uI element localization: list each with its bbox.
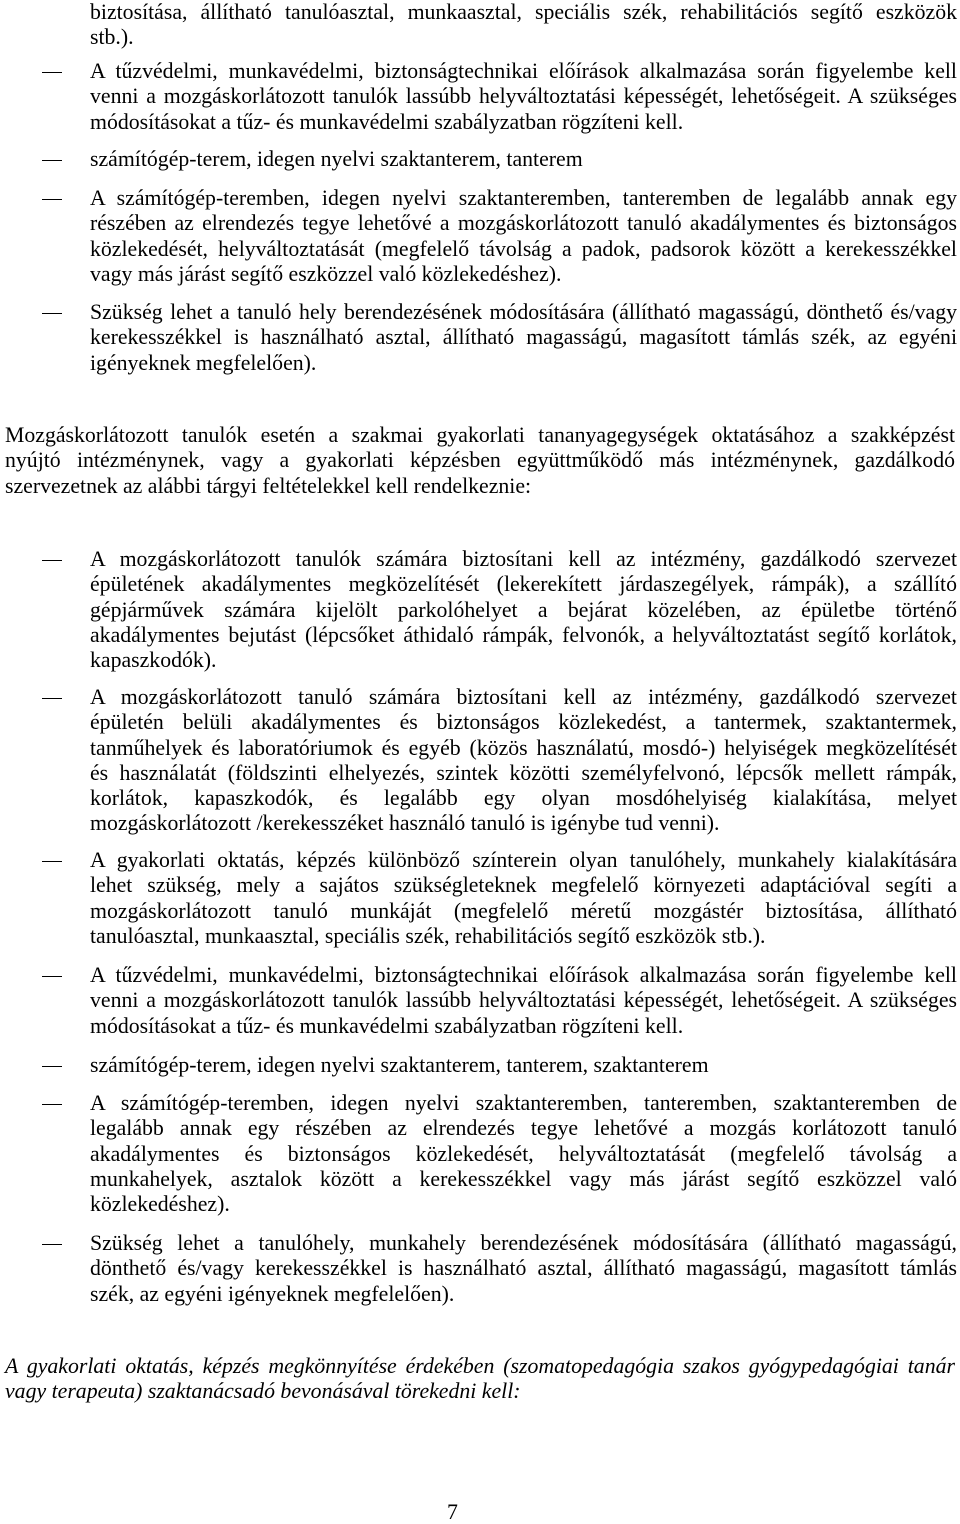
text-line: közlekedéshez). [90, 1192, 230, 1217]
text-line: igényeknek megfelelően). [90, 350, 317, 375]
text-line: kerekesszékkel is használható asztal, állítható magasságú, magasított támlás szék, az egyéni [90, 325, 957, 350]
dash-bullet-icon [42, 72, 62, 73]
text-line: szervezetnek az alábbi tárgyi feltételekkel kell rendelkeznie: [5, 473, 532, 498]
text-line: venni a mozgáskorlátozott tanulók lassúbb helyváltoztatási képességét, lehetőségeit. A szükséges [90, 988, 957, 1013]
text-line: módosításokat a tűz- és munkavédelmi szabályzatban rögzíteni kell. [90, 1013, 684, 1038]
text-line: Szükség lehet a tanulóhely, munkahely berendezésének módosítására (állítható magasságú, [90, 1231, 957, 1255]
dash-bullet-icon [42, 313, 62, 314]
text-line: biztosítása, állítható tanulóasztal, munkaasztal, speciális szék, rehabilitációs segítő eszközök [90, 0, 957, 24]
text-line: A gyakorlati oktatás, képzés különböző színterein olyan tanulóhely, munkahely kialakítására [90, 848, 957, 872]
text-line: munkahelyek, asztalok között a kerekesszékkel vagy más járást segítő eszközzel való [90, 1166, 957, 1191]
text-line: vagy más járást segítő eszközzel való közlekedéshez). [90, 261, 562, 286]
text-line: módosításokat a tűz- és munkavédelmi szabályzatban rögzíteni kell. [90, 109, 684, 134]
text-line: épületén belüli akadálymentes és biztonságos közlekedést, a tantermek, szaktantermek, [90, 710, 957, 735]
list-item [90, 963, 957, 1039]
text-line: Szükség lehet a tanuló hely berendezésének módosítására (állítható magasságú, dönthető és/vagy [90, 300, 957, 324]
text-line: akadálymentes és biztonságos közlekedését, helyváltoztatását (megfelelő távolság a [90, 1141, 957, 1166]
list-item [90, 1091, 957, 1217]
text-line: kapaszkodók). [90, 648, 217, 673]
dash-bullet-icon [42, 199, 62, 200]
list-item [90, 186, 957, 287]
list-item [90, 685, 957, 837]
text-line: korlátok, kapaszkodók, és legalább egy olyan mosdóhelyiség kialakítása, melyet [90, 786, 957, 811]
dash-bullet-icon [42, 160, 62, 161]
text-line: mozgáskorlátozott /kerekesszéket használó tanuló is igénybe tud venni). [90, 811, 720, 836]
text-line: Mozgáskorlátozott tanulók esetén a szakmai gyakorlati tananyagegységek oktatásához a szakképzést [5, 423, 955, 447]
list-item [90, 1231, 957, 1307]
text-line: szék, az egyéni igényeknek megfelelően). [90, 1281, 455, 1306]
text-line: legalább annak egy részében az elrendezés tegye lehetővé a mozgás korlátozott tanuló [90, 1116, 957, 1141]
text-line: A számítógép-teremben, idegen nyelvi szaktanteremben, tanteremben de legalább annak egy [90, 186, 957, 210]
text-line: épületének akadálymentes megközelítését (lekerekített járdaszegélyek, rámpák), a szállító [90, 572, 957, 597]
text-line: számítógép-terem, idegen nyelvi szaktanterem, tanterem, szaktanterem [90, 1053, 709, 1077]
text-line: nyújtó intézménynek, vagy a gyakorlati képzésben együttműködő más intézménynek, gazdálkodó [5, 448, 955, 473]
text-line: közlekedését, helyváltoztatását (megfelelő távolság a padok, padsorok között a kerekesszékkel [90, 236, 957, 261]
intro-paragraph [5, 423, 955, 499]
text-line: részében az elrendezés tegye lehetővé a mozgáskorlátozott tanuló akadálymentes és biztonságos [90, 211, 957, 236]
text-line: számítógép-terem, idegen nyelvi szaktanterem, tanterem [90, 147, 583, 171]
list-item [90, 59, 957, 135]
dash-bullet-icon [42, 861, 62, 862]
dash-bullet-icon [42, 1244, 62, 1245]
list-item [90, 547, 957, 673]
text-line: tanműhelyek és laboratóriumok és egyéb (közös használatú, mosdó-) helyiségek megközelítését [90, 735, 957, 760]
text-line: dönthető és/vagy kerekesszékkel is használható asztal, állítható magasságú, magasított támlás [90, 1256, 957, 1281]
text-line: A gyakorlati oktatás, képzés megkönnyítése érdekében (szomatopedagógia szakos gyógypedagógiai tanár [5, 1354, 955, 1378]
text-line: A tűzvédelmi, munkavédelmi, biztonságtechnikai előírások alkalmazása során figyelembe kell [90, 963, 957, 987]
list-item [90, 147, 957, 172]
text-line: vagy terapeuta) szaktanácsadó bevonásával törekedni kell: [5, 1379, 521, 1404]
text-line: akadálymentes bejutást (lépcsőket áthidaló rámpák, felvonók, a helyváltoztatást segítő korlátok, [90, 622, 957, 647]
text-line: venni a mozgáskorlátozott tanulók lassúbb helyváltoztatási képességét, lehetőségeit. A szükséges [90, 84, 957, 109]
dash-bullet-icon [42, 1066, 62, 1067]
list-item [90, 300, 957, 376]
dash-bullet-icon [42, 976, 62, 977]
dash-bullet-icon [42, 560, 62, 561]
text-line: lehet szükség, mely a sajátos szükségleteknek megfelelő környezeti adaptációval segíti a [90, 873, 957, 898]
dash-bullet-icon [42, 1104, 62, 1105]
list-item [90, 848, 957, 949]
closing-paragraph [5, 1354, 955, 1405]
dash-bullet-icon [42, 698, 62, 699]
text-line: és használatát (földszinti elhelyezés, szintek közötti személyfelvonó, lépcsők mellett rámpák, [90, 760, 957, 785]
text-line: gépjárművek számára kijelölt parkolóhelyet a bejárat közelében, az épületbe történő [90, 597, 957, 622]
text-line: A tűzvédelmi, munkavédelmi, biztonságtechnikai előírások alkalmazása során figyelembe kell [90, 59, 957, 83]
page-number: 7 [447, 1500, 458, 1524]
text-line: A mozgáskorlátozott tanuló számára biztosítani kell az intézmény, gazdálkodó szervezet [90, 685, 957, 709]
text-line: A számítógép-teremben, idegen nyelvi szaktanteremben, tanteremben, szaktanteremben de [90, 1091, 957, 1115]
text-line: stb.). [90, 25, 134, 50]
text-line: mozgáskorlátozott tanuló munkáját (megfelelő méretű mozgástér biztosítása, állítható [90, 898, 957, 923]
list-item [90, 1053, 957, 1078]
continued-list-item [90, 0, 957, 51]
text-line: tanulóasztal, munkaasztal, speciális szék, rehabilitációs segítő eszközök stb.). [90, 923, 766, 948]
text-line: A mozgáskorlátozott tanulók számára biztosítani kell az intézmény, gazdálkodó szervezet [90, 547, 957, 571]
